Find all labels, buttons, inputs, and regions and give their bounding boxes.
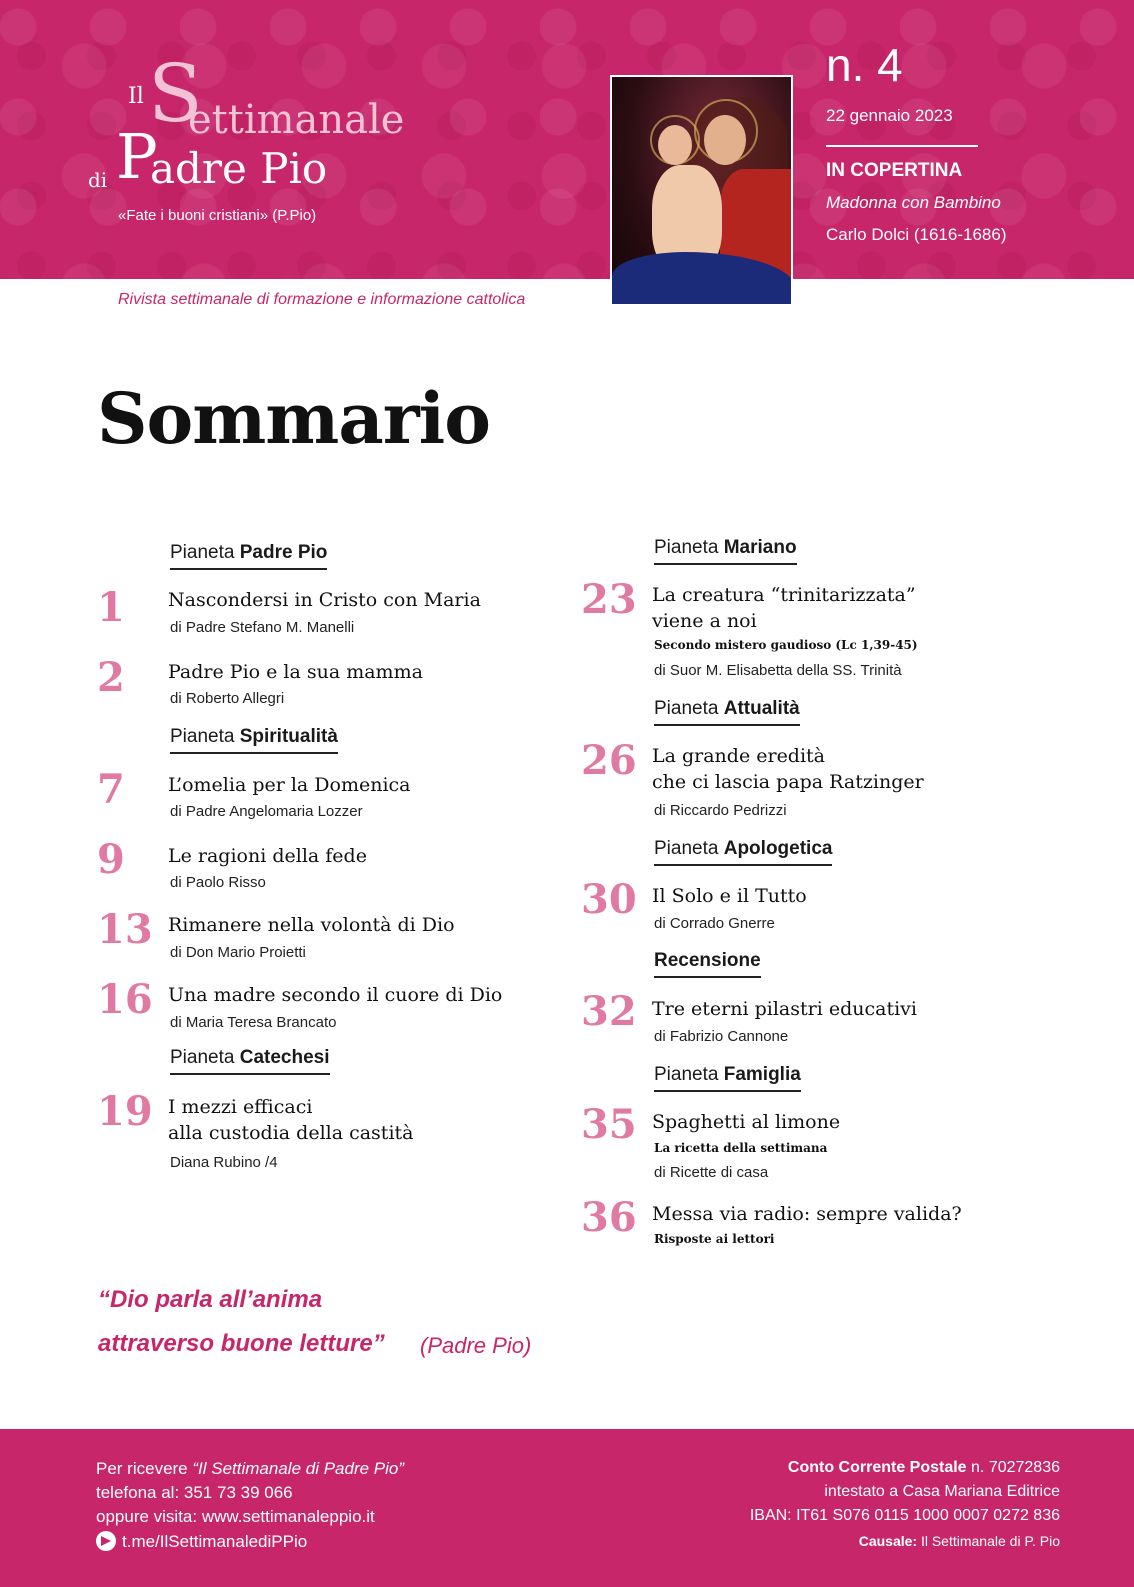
cover-label: IN COPERTINA: [826, 160, 963, 181]
page-number: 16: [97, 976, 153, 1023]
logo-s: S: [148, 47, 203, 140]
page-number: 35: [581, 1101, 637, 1148]
logo-p: P: [116, 120, 158, 193]
entry-title: Il Solo e il Tutto: [652, 885, 807, 907]
section-apologetica: [654, 838, 832, 866]
entry-title-line2: alla custodia della castità: [168, 1122, 414, 1144]
page-number: 36: [581, 1194, 637, 1241]
entry-author: di Maria Teresa Brancato: [170, 1014, 337, 1031]
section-catechesi: [170, 1047, 330, 1075]
entry-title: Spaghetti al limone: [652, 1111, 841, 1133]
page-number: 30: [581, 876, 637, 923]
section-name: Mariano: [723, 537, 797, 558]
tagline: Rivista settimanale di formazione e informazione cattolica: [118, 291, 526, 308]
section-name: Catechesi: [239, 1047, 330, 1068]
motto: «Fate i buoni cristiani» (P.Pio): [118, 207, 317, 224]
entry-author: di Padre Angelomaria Lozzer: [170, 803, 363, 820]
telegram-icon: [96, 1531, 116, 1551]
footer-subscribe-prefix: Per ricevere: [96, 1459, 193, 1478]
cover-child-face: [658, 125, 692, 165]
section-recensione: [654, 950, 761, 978]
entry-subtitle: La ricetta della settimana: [654, 1141, 828, 1155]
entry-author: di Roberto Allegri: [170, 690, 285, 707]
entry-author: Diana Rubino /4: [170, 1154, 278, 1171]
footer-magazine-name: “Il Settimanale di Padre Pio”: [192, 1459, 405, 1478]
entry-author: di Fabrizio Cannone: [654, 1028, 789, 1045]
section-prefix: Pianeta: [654, 537, 724, 558]
entry-author: di Paolo Risso: [170, 874, 266, 891]
logo-settimanale: ettimanale: [188, 97, 405, 143]
footer-postal-number: n. 70272836: [966, 1459, 1060, 1476]
section-prefix: Pianeta: [654, 1064, 724, 1085]
section-padre-pio: [170, 542, 327, 570]
page-number: 19: [97, 1088, 153, 1135]
section-mariano: [654, 537, 797, 565]
entry-title: Nascondersi in Cristo con Maria: [168, 589, 481, 611]
section-prefix: Pianeta: [170, 1047, 240, 1068]
entry-author: di Corrado Gnerre: [654, 915, 775, 932]
cover-title: Madonna con Bambino: [826, 193, 1001, 212]
entry-title: Rimanere nella volontà di Dio: [168, 914, 455, 936]
entry-title: I mezzi efficaci: [168, 1096, 313, 1118]
section-name: Padre Pio: [239, 542, 328, 563]
section-prefix: Pianeta: [170, 542, 240, 563]
page-number: 1: [97, 584, 125, 631]
entry-author: di Padre Stefano M. Manelli: [170, 619, 355, 636]
footer-iban: IBAN: IT61 S076 0115 1000 0007 0272 836: [749, 1507, 1060, 1524]
footer-telegram[interactable]: [96, 1531, 307, 1552]
quote-line-1: “Dio parla all’anima: [98, 1286, 323, 1313]
cover-madonna-face: [704, 115, 746, 165]
entry-title: La grande eredità: [652, 745, 826, 767]
footer-causale-value: Il Settimanale di P. Pio: [917, 1533, 1060, 1549]
issue-number: n. 4: [826, 39, 903, 91]
entry-title: Padre Pio e la sua mamma: [168, 661, 423, 683]
page-number: 9: [97, 836, 125, 883]
footer: [0, 1429, 1134, 1587]
section-prefix: Pianeta: [654, 838, 724, 859]
entry-subtitle: Risposte ai lettori: [654, 1232, 775, 1246]
quote-line-2: attraverso buone letture”: [98, 1330, 385, 1357]
logo-di: di: [88, 168, 108, 192]
page-number: 13: [97, 906, 153, 953]
entry-title: Tre eterni pilastri educativi: [652, 998, 917, 1020]
footer-postal-account: [788, 1459, 1060, 1477]
entry-title: La creatura “trinitarizzata”: [652, 584, 916, 606]
page-number: 32: [581, 988, 637, 1035]
header-band: [0, 0, 1134, 279]
logo-padre-pio: adre Pio: [150, 144, 328, 193]
entry-author: di Riccardo Pedrizzi: [654, 802, 787, 819]
page-number: 7: [97, 766, 125, 813]
footer-phone: telefona al: 351 73 39 066: [96, 1483, 293, 1502]
entry-subtitle: Secondo mistero gaudioso (Lc 1,39-45): [654, 638, 918, 652]
entry-title: Una madre secondo il cuore di Dio: [168, 984, 503, 1006]
logo-il: Il: [128, 84, 144, 109]
section-name: Apologetica: [723, 838, 833, 859]
footer-postal-label: Conto Corrente Postale: [787, 1459, 967, 1476]
cover-author: Carlo Dolci (1616-1686): [826, 225, 1007, 244]
section-famiglia: [654, 1064, 801, 1092]
section-name: Attualità: [723, 698, 800, 719]
cover-image: [610, 75, 793, 306]
entry-title-line2: che ci lascia papa Ratzinger: [652, 771, 924, 793]
footer-account-holder: intestato a Casa Mariana Editrice: [824, 1483, 1060, 1500]
issue-date: 22 gennaio 2023: [826, 106, 953, 125]
entry-title: L’omelia per la Domenica: [168, 774, 411, 796]
section-name: Recensione: [654, 950, 761, 971]
footer-telegram-link[interactable]: t.me/IlSettimanalediPPio: [122, 1532, 308, 1551]
section-spiritualita: [170, 726, 338, 754]
page-title: Sommario: [97, 377, 490, 460]
section-attualita: [654, 698, 800, 726]
page-number: 26: [581, 737, 637, 784]
page-number: 23: [581, 576, 637, 623]
footer-subscribe: [96, 1459, 404, 1479]
section-name: Famiglia: [723, 1064, 801, 1085]
entry-author: di Suor M. Elisabetta della SS. Trinità: [654, 662, 902, 679]
magazine-logo: [88, 47, 448, 200]
section-prefix: Pianeta: [654, 698, 724, 719]
section-prefix: Pianeta: [170, 726, 240, 747]
footer-causale: [859, 1533, 1060, 1549]
footer-website[interactable]: oppure visita: www.settimanaleppio.it: [96, 1507, 375, 1526]
entry-author: di Don Mario Proietti: [170, 944, 306, 961]
entry-title-line2: viene a noi: [652, 610, 757, 632]
quote-source: (Padre Pio): [420, 1333, 532, 1358]
issue-divider: [826, 145, 978, 147]
entry-title: Le ragioni della fede: [168, 845, 367, 867]
page-number: 2: [97, 654, 125, 701]
footer-causale-label: Causale:: [858, 1533, 918, 1549]
entry-title: Messa via radio: sempre valida?: [652, 1203, 962, 1225]
section-name: Spiritualità: [239, 726, 338, 747]
entry-author: di Ricette di casa: [654, 1164, 769, 1181]
